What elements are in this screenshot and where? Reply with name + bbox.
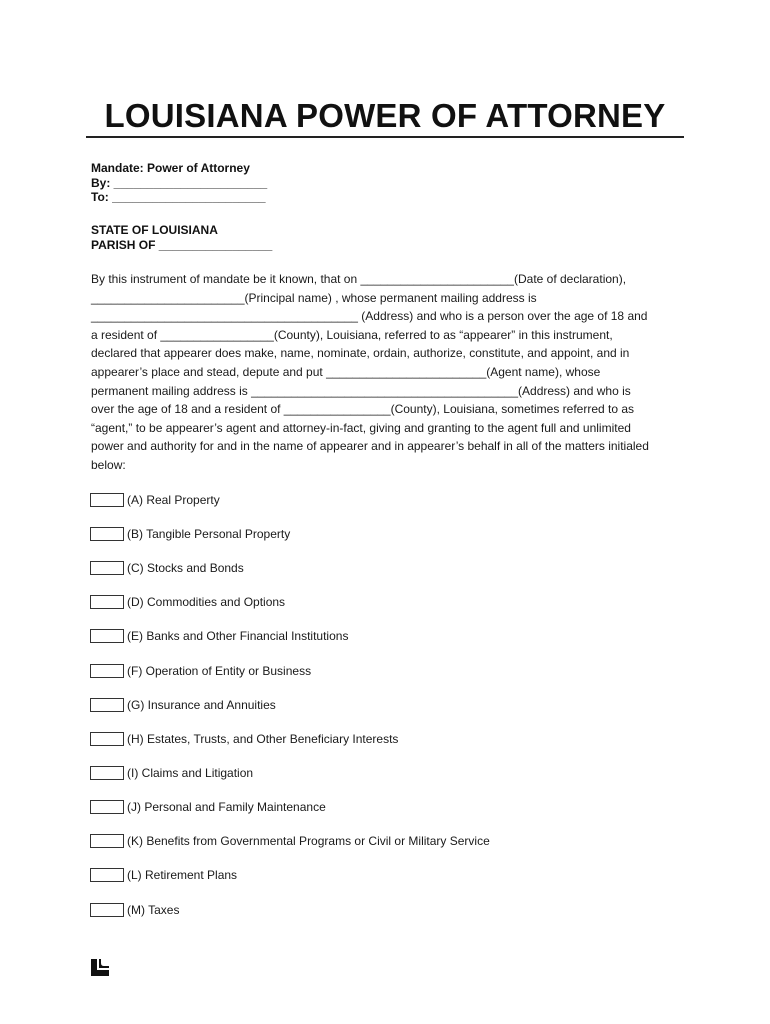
- paragraph-line[interactable]: By this instrument of mandate be it known, that on _______________________(Date of declaration),: [91, 272, 627, 286]
- initial-box[interactable]: [90, 766, 124, 780]
- paragraph-line[interactable]: permanent mailing address is ________________________________________(Address) and who is: [91, 383, 631, 398]
- power-item-label: (J) Personal and Family Maintenance: [127, 800, 326, 814]
- power-item-taxes: [90, 902, 179, 918]
- power-item-label: (B) Tangible Personal Property: [127, 527, 291, 541]
- paragraph-line: declared that appearer does make, name, nominate, ordain, authorize, constitute, and appoint, and in: [91, 346, 630, 361]
- power-item-label: (K) Benefits from Governmental Programs or Civil or Military Service: [127, 834, 490, 848]
- initial-box[interactable]: [90, 903, 124, 917]
- initial-box[interactable]: [90, 527, 124, 541]
- power-item-insurance-and-annuities: [90, 697, 276, 713]
- paragraph-line[interactable]: over the age of 18 and a resident of ________________(County), Louisiana, sometimes referred to as: [91, 402, 635, 417]
- initial-box[interactable]: [90, 493, 124, 507]
- mandate-header: [91, 161, 267, 205]
- power-item-retirement-plans: [90, 867, 237, 883]
- initial-box[interactable]: [90, 800, 124, 814]
- power-item-label: (C) Stocks and Bonds: [127, 561, 244, 575]
- brand-logo-icon: [90, 958, 110, 978]
- mandate-paragraph: [91, 270, 681, 475]
- power-item-label: (A) Real Property: [127, 493, 220, 507]
- paragraph-line[interactable]: ________________________________________ (Address) and who is a person over the age of 18 and: [91, 309, 648, 324]
- power-item-commodities-and-options: [90, 594, 285, 610]
- paragraph-line[interactable]: _______________________(Principal name) , whose permanent mailing address is: [91, 290, 537, 305]
- initial-box[interactable]: [90, 732, 124, 746]
- power-item-governmental-benefits: [90, 833, 490, 849]
- initial-box[interactable]: [90, 698, 124, 712]
- power-item-label: (I) Claims and Litigation: [127, 766, 254, 780]
- power-item-personal-and-family-maintenance: [90, 799, 326, 815]
- paragraph-line: power and authority for and in the name of appearer and in appearer’s behalf in all of the matters initialed: [91, 439, 649, 454]
- power-item-label: (H) Estates, Trusts, and Other Beneficiary Interests: [127, 732, 399, 746]
- initial-box[interactable]: [90, 834, 124, 848]
- power-item-tangible-personal-property: [90, 526, 290, 542]
- title-underline: [86, 136, 684, 138]
- by-line[interactable]: By: _______________________: [91, 175, 268, 190]
- power-item-label: (F) Operation of Entity or Business: [127, 664, 312, 678]
- initial-box[interactable]: [90, 561, 124, 575]
- power-item-banks: [90, 628, 348, 644]
- paragraph-line: below:: [91, 457, 126, 472]
- power-item-estates-trusts: [90, 731, 398, 747]
- to-line[interactable]: To: _______________________: [91, 190, 266, 204]
- document-title: LOUISIANA POWER OF ATTORNEY: [104, 97, 666, 134]
- power-item-label: (G) Insurance and Annuities: [127, 698, 276, 712]
- power-item-label: (E) Banks and Other Financial Institutions: [127, 629, 349, 643]
- power-item-label: (D) Commodities and Options: [127, 595, 286, 609]
- power-item-label: (L) Retirement Plans: [127, 868, 238, 882]
- initial-box[interactable]: [90, 664, 124, 678]
- initial-box[interactable]: [90, 629, 124, 643]
- power-item-real-property: [90, 492, 220, 508]
- parish-line[interactable]: PARISH OF _________________: [91, 237, 273, 252]
- paragraph-line[interactable]: appearer’s place and stead, depute and put ________________________(Agent name), whose: [91, 364, 601, 379]
- paragraph-line[interactable]: a resident of _________________(County), Louisiana, referred to as “appearer” in this instrument,: [91, 327, 613, 342]
- state-header: [91, 223, 272, 252]
- initial-box[interactable]: [90, 868, 124, 882]
- state-line: STATE OF LOUISIANA: [91, 223, 218, 237]
- mandate-line: Mandate: Power of Attorney: [91, 161, 250, 175]
- power-item-operation-of-entity: [90, 663, 311, 679]
- power-item-stocks-and-bonds: [90, 560, 244, 576]
- initial-box[interactable]: [90, 595, 124, 609]
- paragraph-line: “agent,” to be appearer’s agent and attorney-in-fact, giving and granting to the agent full and unlimited: [91, 420, 631, 435]
- power-item-label: (M) Taxes: [127, 903, 180, 917]
- power-item-claims-and-litigation: [90, 765, 253, 781]
